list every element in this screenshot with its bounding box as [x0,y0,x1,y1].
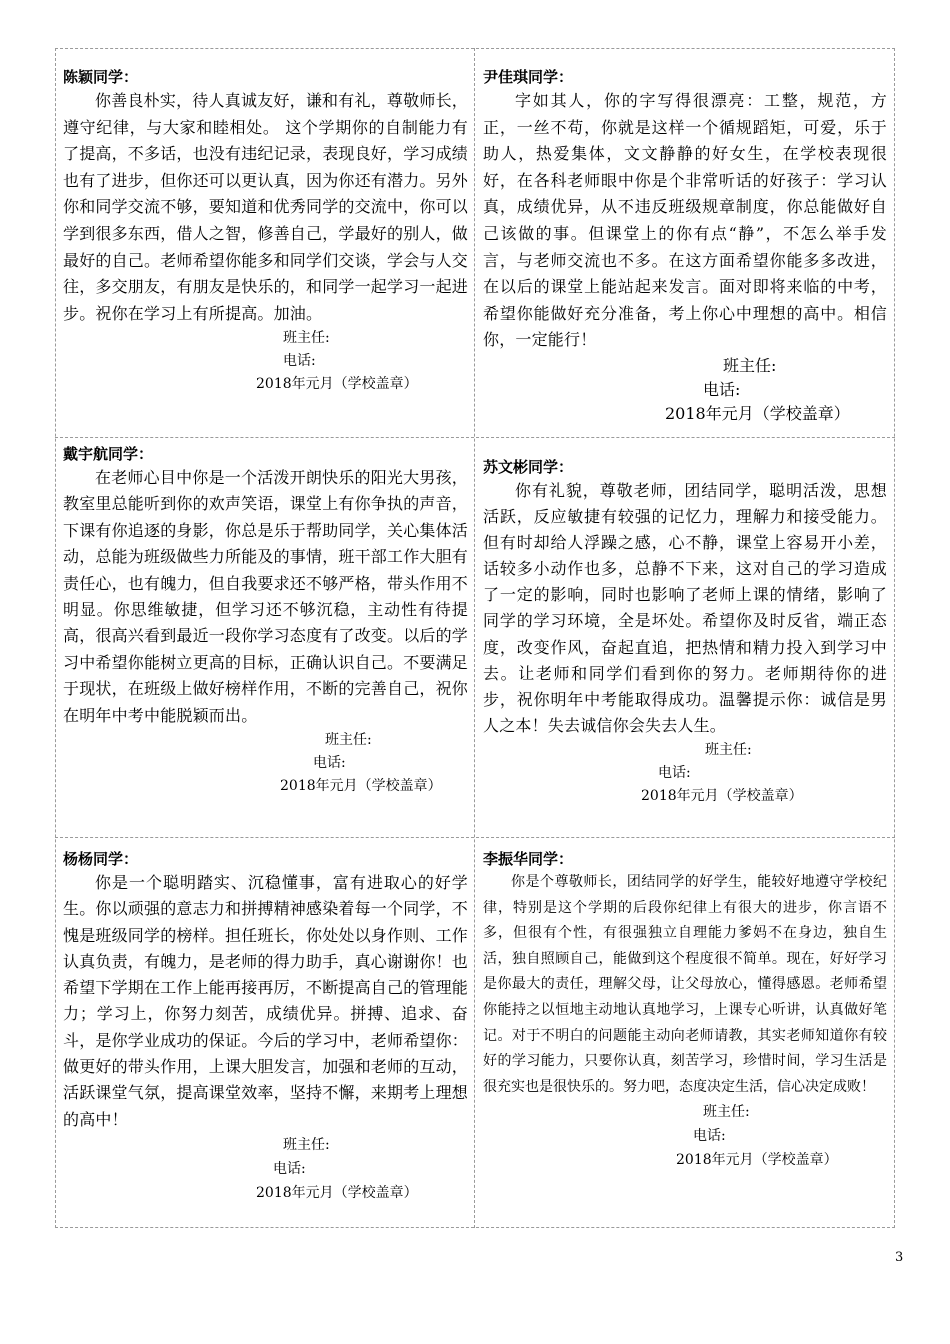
comment-card-dai-yuhang [63,443,468,798]
column-divider [474,48,475,1228]
teacher-label: 班主任: [703,1104,750,1121]
comment-text: 字如其人，你的字写得很漂亮：工整，规范，方正，一丝不苟，你就是这样一个循规蹈矩，可爱，乐于助人，热爱集体，文文静静的好女生，在学校表现很好，在各科老师眼中你是个非常听话的好孩子：学习认真，成绩优异，从不违反班级规章制度，你总能做好自己该做的事。但课堂上的你有点“静”，不怎么举手发言，与老师交流也不多。在这方面希望你能多多改进，在以后的课堂上能站起来发言。面对即将来临的中考，希望你能做好充分准备，考上你心中理想的高中。相信你，一定能行！ [483,91,887,350]
teacher-label: 班主任: [705,741,752,758]
date-stamp: 2018年元月（学校盖章） [280,778,442,795]
comment-text: 你是个尊敬师长，团结同学的好学生，能较好地遵守学校纪律，特别是这个学期的后段你纪律上有很大的进步，你言语不多，但很有个性，有很强独立自理能力爹妈不在身边，独自生活，独自照顾自己，能做到这个程度很不简单。现在，好好学习是你最大的责任，理解父母，让父母放心，懂得感恩。老师希望你能持之以恒地主动地认真地学习，上课专心听讲，认真做好笔记。对于不明白的问题能主动向老师请教，其实老师知道你有较好的学习能力，只要你认真，刻苦学习，珍惜时间，学习生活是很充实也是很快乐的。努力吧，态度决定生活，信心决定成败！ [483,874,887,1095]
teacher-label: 班主任: [283,1136,330,1153]
student-name: 陈颖同学： [63,68,139,86]
phone-label: 电话: [313,755,346,772]
teacher-label: 班主任: [283,330,330,347]
student-name: 李振华同学： [483,850,574,868]
student-name: 尹佳琪同学： [483,68,574,86]
comment-card-chen-ying [63,66,468,396]
row-divider-1 [55,437,895,438]
student-name: 杨杨同学： [63,850,139,868]
comment-text: 你有礼貌，尊敬老师，团结同学，聪明活泼，思想活跃，反应敏捷有较强的记忆力，理解力和接受能力。但有时却给人浮躁之感，心不静，课堂上容易开小差，话较多小动作也多，总静不下来，这对自己的学习造成了一定的影响，同时也影响了老师上课的情绪，影响了同学的学习环境，全是坏处。希望你及时反省，端正态度，改变作风，奋起直追，把热情和精力投入到学习中去。让老师和同学们看到你的努力。老师期待你的进步，祝你明年中考能取得成功。温馨提示你：诚信是男人之本！失去诚信你会失去人生。 [483,481,887,735]
date-stamp: 2018年元月（学校盖章） [665,403,850,423]
student-name: 戴宇航同学： [63,445,154,463]
comment-text: 在老师心目中你是一个活泼开朗快乐的阳光大男孩，教室里总能听到你的欢声笑语，课堂上有你争执的声音，下课有你追逐的身影，你总是乐于帮助同学，关心集体活动，总能为班级做些力所能及的事情，班干部工作大胆有责任心，也有魄力，但自我要求还不够严格，带头作用不明显。你思维敏捷，但学习还不够沉稳，主动性有待提高，很高兴看到最近一段你学习态度有了改变。以后的学习中希望你能树立更高的目标，正确认识自己。不要满足于现状，在班级上做好榜样作用，不断的完善自己，祝你在明年中考中能脱颖而出。 [63,468,469,725]
phone-label: 电话: [703,379,741,399]
teacher-label: 班主任: [325,732,372,749]
phone-label: 电话: [658,764,691,781]
date-stamp: 2018年元月（学校盖章） [676,1152,838,1169]
teacher-label: 班主任: [723,355,777,375]
comment-card-yin-jiaqi [483,66,887,426]
date-stamp: 2018年元月（学校盖章） [641,787,803,804]
student-name: 苏文彬同学： [483,458,574,476]
phone-label: 电话: [693,1128,726,1145]
page-number: 3 [895,1250,904,1265]
phone-label: 电话: [273,1160,306,1177]
phone-label: 电话: [283,353,316,370]
comment-text: 你善良朴实，待人真诚友好，谦和有礼，尊敬师长，遵守纪律，与大家和睦相处。 这个学期你的自制能力有了提高，不多话，也没有违纪记录，表现良好，学习成绩也有了进步，但你还可以更认真，因为你还有潜力。另外你和同学交流不够，要知道和优秀同学的交流中，你可以学到很多东西，借人之智，修善自己，学最好的别人，做最好的自己。老师希望你能多和同学们交谈，学会与人交往，多交朋友，有朋友是快乐的，和同学一起学习一起进步。祝你在学习上有所提高。加油。 [63,91,469,323]
date-stamp: 2018年元月（学校盖章） [256,1184,418,1201]
comment-text: 你是一个聪明踏实、沉稳懂事，富有进取心的好学生。你以顽强的意志力和拼搏精神感染着每一个同学，不愧是班级同学的榜样。担任班长，你处处以身作则、工作认真负责，有魄力，是老师的得力助手，真心谢谢你！也希望下学期在工作上能再接再厉，不断提高自己的管理能力；学习上，你努力刻苦，成绩优异。拼搏、追求、奋斗，是你学业成功的保证。今后的学习中，老师希望你：做更好的带头作用，上课大胆发言，加强和老师的互动，活跃课堂气氛，提高课堂效率，坚持不懈，来期考上理想的高中！ [63,873,469,1129]
date-stamp: 2018年元月（学校盖章） [256,376,418,393]
comment-card-li-zhenhua [483,848,887,1172]
comment-card-yang-yang [63,848,468,1205]
comment-card-su-wenbin [483,456,887,808]
row-divider-2 [55,837,895,838]
